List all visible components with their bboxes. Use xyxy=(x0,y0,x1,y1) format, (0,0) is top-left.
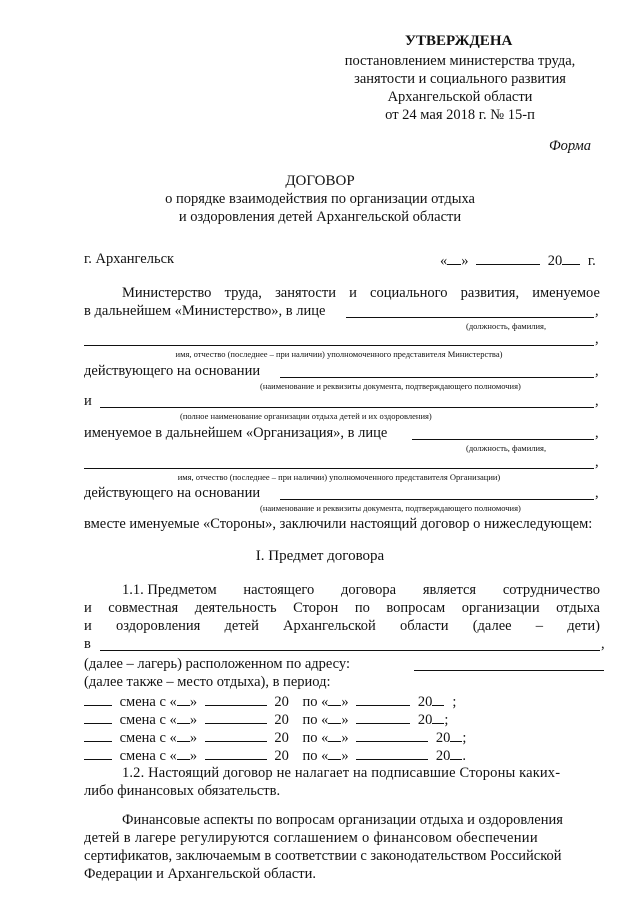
hint-document: (наименование и реквизиты документа, подтверждающего полномочия) xyxy=(260,381,521,391)
financial-line-2: детей в лагере регулируются соглашением о финансовом обеспечении xyxy=(84,830,538,846)
place-label: (далее также – место отдыха), в период: xyxy=(84,674,331,690)
comma: , xyxy=(595,331,599,347)
together-line: вместе именуемые «Стороны», заключили настоящий договор о нижеследующем: xyxy=(84,516,593,532)
financial-line-3: сертификатов, заключаемым в соответствии с законодательством Российской xyxy=(84,848,562,864)
section-1-title: I. Предмет договора xyxy=(255,548,385,564)
shift-row: смена с « » 20 по « » 20 . xyxy=(84,746,466,765)
acting-basis-label-2: действующего на основании xyxy=(84,485,261,501)
camp-address-label: (далее – лагерь) расположенном по адресу: xyxy=(84,656,351,672)
camp-name-blank xyxy=(100,650,600,651)
approval-line-2: занятости и социального развития xyxy=(354,71,566,87)
comma: , xyxy=(601,636,605,652)
comma: , xyxy=(595,485,599,501)
year-prefix: 20 xyxy=(547,253,563,269)
comma: , xyxy=(595,303,599,319)
hint-organization: (полное наименование организации отдыха детей и их оздоровления) xyxy=(180,411,432,421)
and-label: и xyxy=(84,393,92,409)
shift-row: смена с « » 20 по « » 20 ; xyxy=(84,710,448,729)
document-title: ДОГОВОР xyxy=(285,173,355,189)
document-subtitle-1: о порядке взаимодействия по организации отдыха xyxy=(165,191,475,207)
organization-line: именуемое в дальнейшем «Организация», в лице xyxy=(84,425,388,441)
organization-document-blank xyxy=(280,499,594,500)
ministry-document-blank xyxy=(280,377,594,378)
clause-1-2: 1.2. Настоящий договор не налагает на подписавшие Стороны каких- xyxy=(122,765,561,781)
ministry-representative-blank xyxy=(346,317,594,318)
shift-row: смена с « » 20 по « » 20 ; xyxy=(84,728,466,747)
hint-position-2: (должность, фамилия, xyxy=(466,443,547,453)
approval-line-4: от 24 мая 2018 г. № 15-п xyxy=(385,107,535,123)
clause-1-2-cont: либо финансовых обязательств. xyxy=(84,783,281,799)
shift-row: смена с « » 20 по « » 20 ; xyxy=(84,692,456,711)
organization-representative-blank xyxy=(412,439,594,440)
open-quote: « xyxy=(440,253,448,269)
acting-basis-label: действующего на основании xyxy=(84,363,261,379)
form-label: Форма xyxy=(549,138,591,154)
approval-line-3: Архангельской области xyxy=(387,89,533,105)
comma: , xyxy=(595,454,599,470)
in-label: в xyxy=(84,636,91,652)
ministry-line-1: Министерство труда, занятости и социального развития, именуемое xyxy=(122,285,600,301)
financial-line-4: Федерации и Архангельской области. xyxy=(84,866,316,882)
organization-person-blank xyxy=(84,468,594,469)
clause-1-1-line-2: и совместная деятельность Сторон по вопросам организации отдыха xyxy=(84,600,600,616)
city: г. Архангельск xyxy=(84,251,175,267)
ministry-name-blank xyxy=(84,345,594,346)
hint-position: (должность, фамилия, xyxy=(466,321,547,331)
camp-address-blank xyxy=(414,670,604,671)
document-subtitle-2: и оздоровления детей Архангельской области xyxy=(178,209,462,225)
approval-heading: УТВЕРЖДЕНА xyxy=(405,33,513,49)
date-field xyxy=(440,251,596,270)
comma: , xyxy=(595,425,599,441)
hint-document-2: (наименование и реквизиты документа, подтверждающего полномочия) xyxy=(260,503,521,513)
comma: , xyxy=(595,393,599,409)
clause-1-1-line-3: и оздоровления детей Архангельской области (далее – дети) xyxy=(84,618,600,634)
comma: , xyxy=(595,363,599,379)
close-quote: » xyxy=(461,253,469,269)
organization-name-blank xyxy=(100,407,594,408)
financial-line-1: Финансовые аспекты по вопросам организации отдыха и оздоровления xyxy=(122,812,563,828)
year-suffix: г. xyxy=(587,253,596,269)
hint-organization-name: имя, отчество (последнее – при наличии) уполномоченного представителя Организации) xyxy=(177,472,501,482)
hint-ministry-name: имя, отчество (последнее – при наличии) уполномоченного представителя Министерства) xyxy=(175,349,503,359)
ministry-line-2: в дальнейшем «Министерство», в лице xyxy=(84,303,326,319)
approval-line-1: постановлением министерства труда, xyxy=(344,53,576,69)
clause-1-1-line-1: 1.1. Предметом настоящего договора является сотрудничество xyxy=(122,582,600,598)
